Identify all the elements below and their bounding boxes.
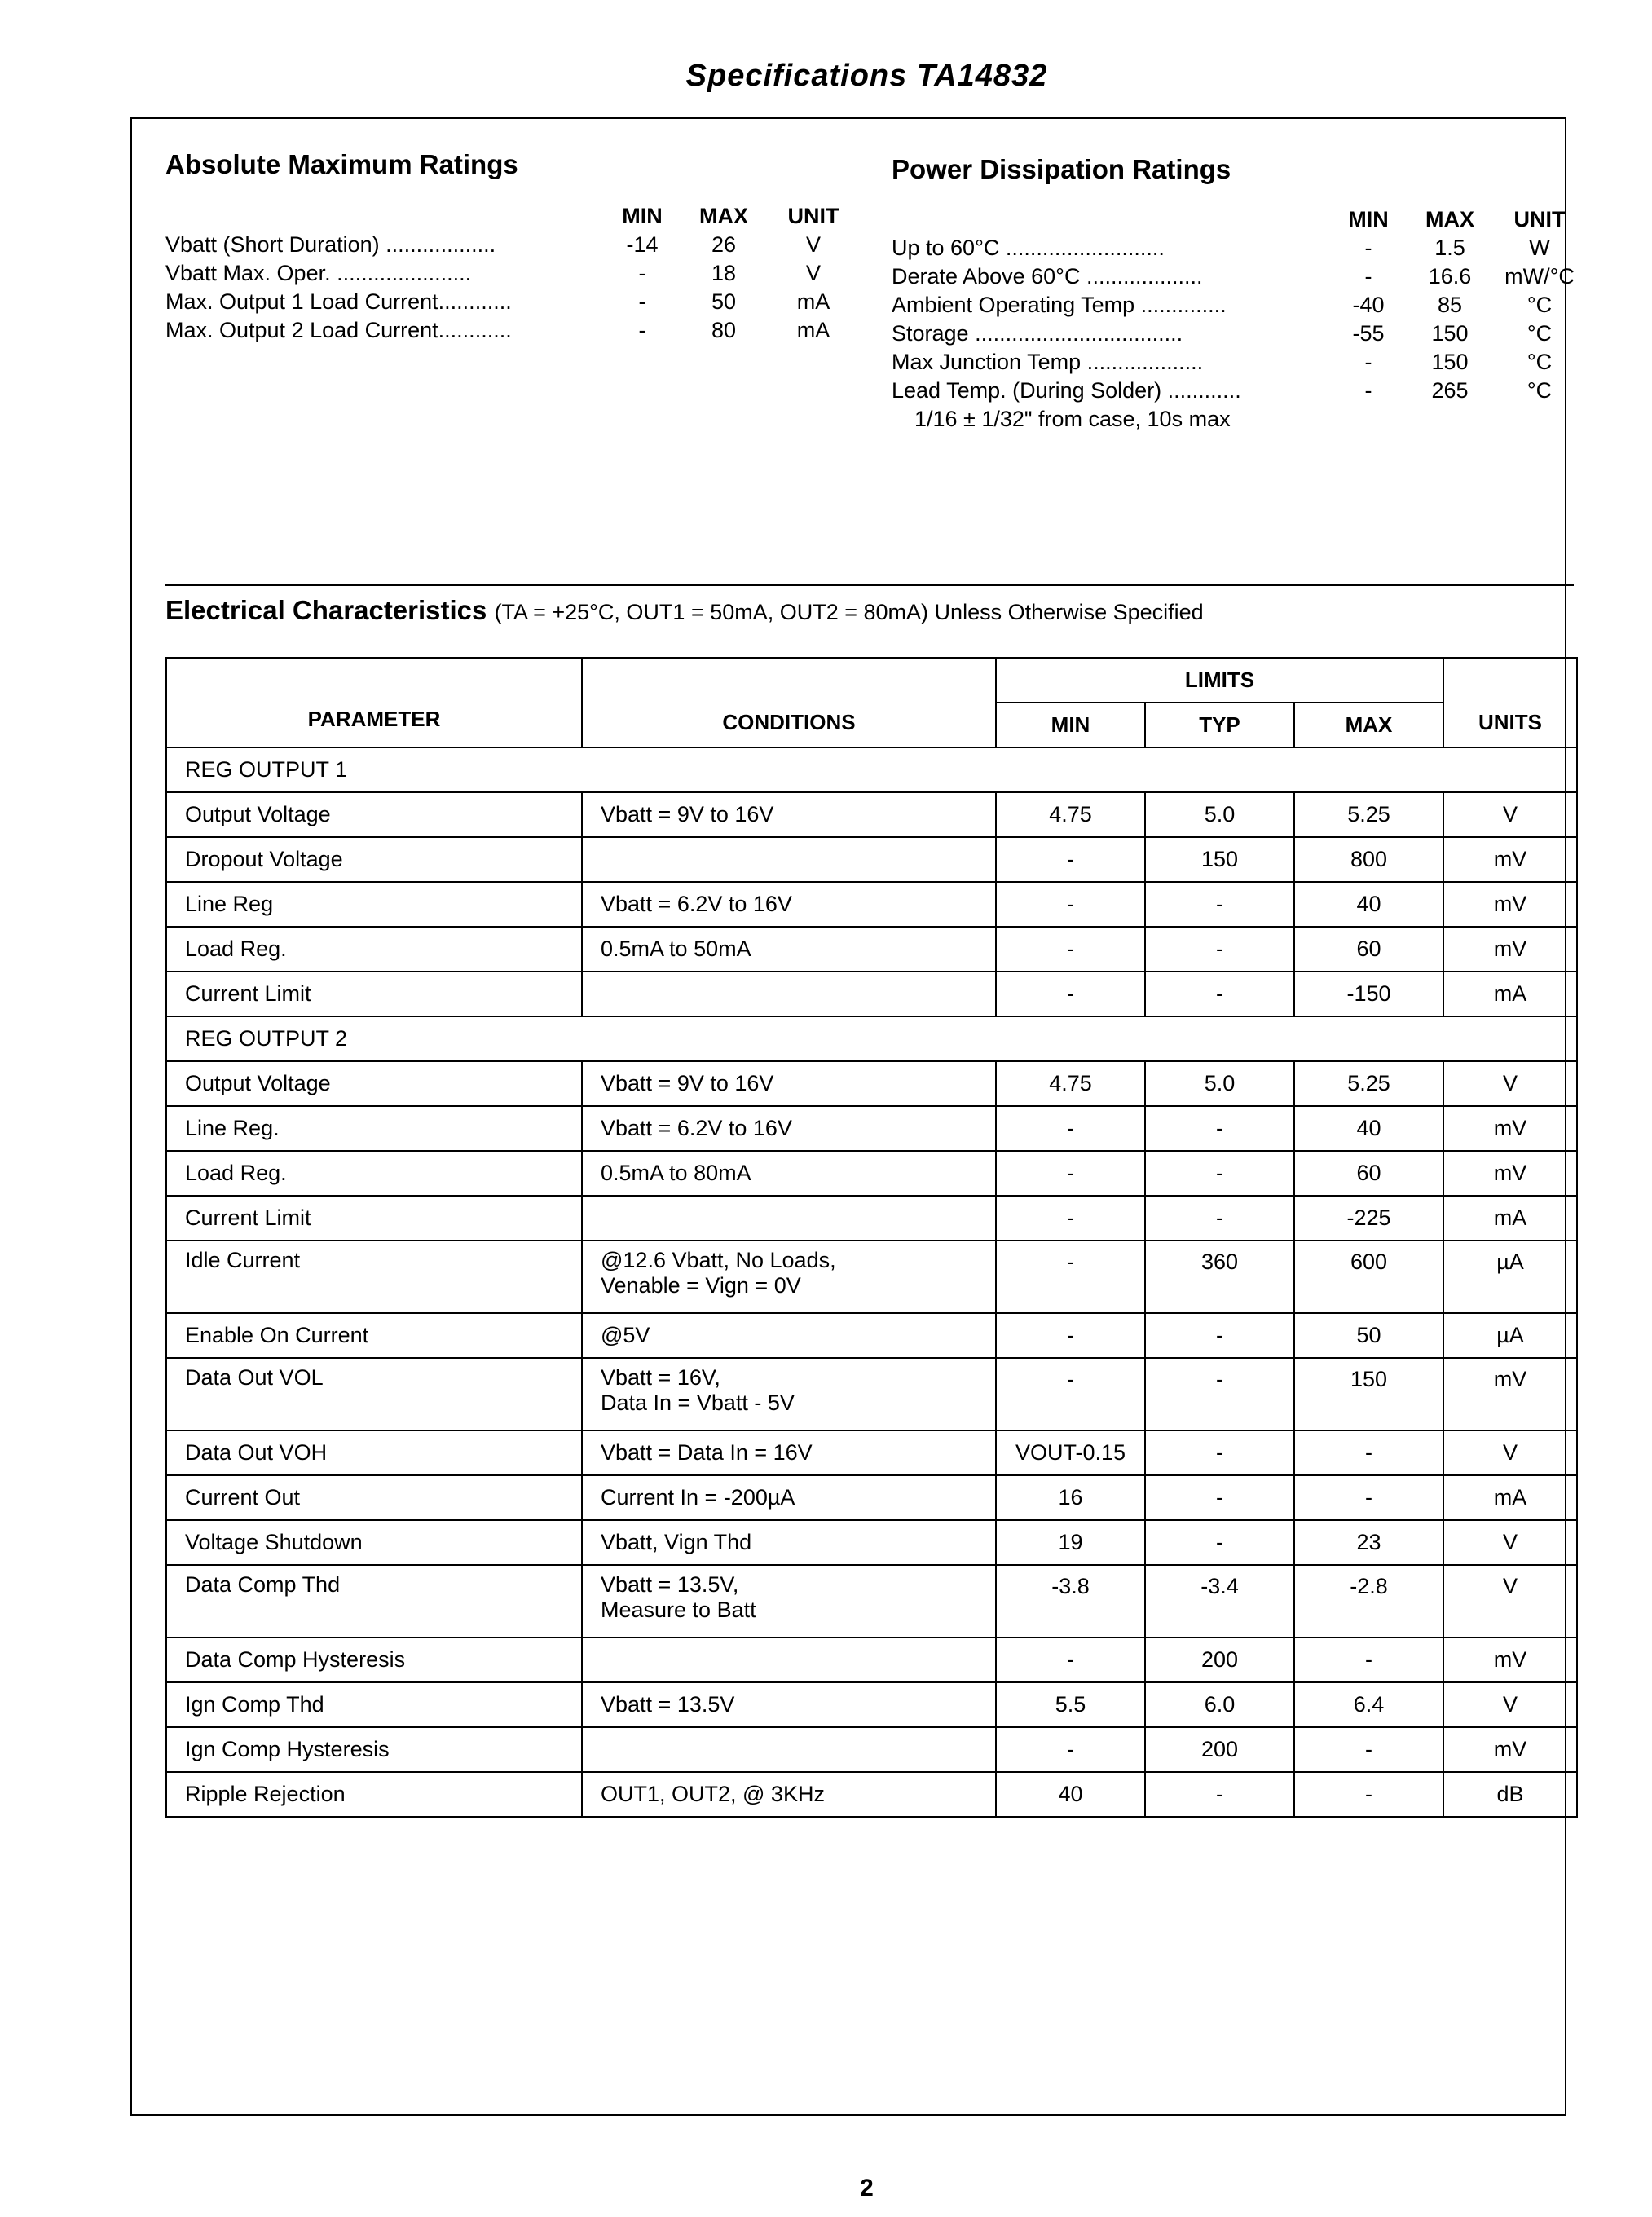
conditions-line-2: Data In = Vbatt - 5V <box>601 1391 795 1415</box>
units-cell: mV <box>1443 1358 1577 1430</box>
max-cell: -225 <box>1294 1196 1443 1241</box>
power-max: 85 <box>1437 293 1463 317</box>
col-limits: LIMITS <box>996 658 1443 703</box>
col-min: MIN <box>996 703 1145 747</box>
units-cell: mV <box>1443 1637 1577 1682</box>
electrical-subheading: (TA = +25°C, OUT1 = 50mA, OUT2 = 80mA) Unless Otherwise Specified <box>494 600 1204 624</box>
power-row <box>892 291 1576 320</box>
param-cell: Current Out <box>166 1475 582 1520</box>
power-label: Derate Above 60°C ................... <box>892 264 1203 289</box>
power-min: - <box>1364 236 1372 260</box>
table-row <box>166 1358 1577 1430</box>
typ-cell: - <box>1145 1313 1294 1358</box>
max-cell: 150 <box>1294 1358 1443 1430</box>
typ-cell: -3.4 <box>1145 1565 1294 1637</box>
max-cell: 600 <box>1294 1241 1443 1313</box>
abs_max-unit: mA <box>796 318 830 342</box>
table-row <box>166 1430 1577 1475</box>
abs_max-min: -14 <box>626 232 659 257</box>
units-cell: mA <box>1443 972 1577 1016</box>
conditions-cell <box>582 1358 996 1430</box>
power-unit: °C <box>1526 293 1553 317</box>
param-cell: Idle Current <box>166 1241 582 1313</box>
table-row <box>166 927 1577 972</box>
typ-cell: - <box>1145 1151 1294 1196</box>
min-cell: 5.5 <box>996 1682 1145 1727</box>
param-cell: Output Voltage <box>166 1061 582 1106</box>
abs_max-label: Max. Output 2 Load Current............ <box>165 318 512 342</box>
category-label: REG OUTPUT 1 <box>166 747 1577 792</box>
power-row <box>892 262 1576 291</box>
units-cell: mV <box>1443 1106 1577 1151</box>
min-cell: - <box>996 1241 1145 1313</box>
min-cell: 16 <box>996 1475 1145 1520</box>
conditions-line-2: Venable = Vign = 0V <box>601 1273 801 1298</box>
table-row <box>166 1727 1577 1772</box>
table-row <box>166 1241 1577 1313</box>
power-min: - <box>1364 264 1372 289</box>
conditions-line: Vbatt = 16V, <box>601 1365 720 1390</box>
max-cell: - <box>1294 1637 1443 1682</box>
units-cell: V <box>1443 1430 1577 1475</box>
power-table <box>892 205 1576 434</box>
min-cell: - <box>996 837 1145 882</box>
conditions-cell <box>582 1475 996 1520</box>
abs_max-max: 26 <box>711 232 737 257</box>
electrical-table <box>165 657 1578 1818</box>
conditions-line-2: Measure to Batt <box>601 1598 756 1622</box>
abs_max-label: Vbatt (Short Duration) .................. <box>165 232 496 257</box>
min-cell: - <box>996 882 1145 927</box>
typ-cell: - <box>1145 1520 1294 1565</box>
conditions-cell <box>582 1727 996 1772</box>
conditions-cell <box>582 837 996 882</box>
conditions-line: Vbatt = 9V to 16V <box>601 1071 774 1095</box>
conditions-cell <box>582 1772 996 1817</box>
max-cell: -2.8 <box>1294 1565 1443 1637</box>
min-cell: - <box>996 972 1145 1016</box>
units-cell: mV <box>1443 837 1577 882</box>
min-cell: 4.75 <box>996 1061 1145 1106</box>
conditions-cell <box>582 1196 996 1241</box>
param-cell: Ign Comp Hysteresis <box>166 1727 582 1772</box>
max-cell: -150 <box>1294 972 1443 1016</box>
abs-max-col-unit: UNIT <box>787 204 839 228</box>
col-typ: TYP <box>1145 703 1294 747</box>
min-cell: - <box>996 1358 1145 1430</box>
conditions-line: 0.5mA to 50mA <box>601 937 751 961</box>
conditions-cell <box>582 792 996 837</box>
abs-max-col-min: MIN <box>622 204 663 228</box>
max-cell: 6.4 <box>1294 1682 1443 1727</box>
col-conditions: CONDITIONS <box>582 658 996 747</box>
conditions-line: Vbatt = 6.2V to 16V <box>601 892 792 916</box>
conditions-cell <box>582 1520 996 1565</box>
conditions-cell <box>582 1106 996 1151</box>
abs_max-row <box>165 288 850 316</box>
max-cell: 60 <box>1294 927 1443 972</box>
units-cell: V <box>1443 1061 1577 1106</box>
typ-cell: 5.0 <box>1145 792 1294 837</box>
conditions-cell <box>582 1151 996 1196</box>
typ-cell: 150 <box>1145 837 1294 882</box>
typ-cell: 360 <box>1145 1241 1294 1313</box>
max-cell: 5.25 <box>1294 1061 1443 1106</box>
min-cell: - <box>996 1637 1145 1682</box>
page-title: Specifications TA14832 <box>685 59 1048 93</box>
abs_max-max: 50 <box>711 289 737 314</box>
abs-max-heading: Absolute Maximum Ratings <box>165 149 518 179</box>
abs-max-col-max: MAX <box>699 204 748 228</box>
table-row <box>166 792 1577 837</box>
units-cell: V <box>1443 1682 1577 1727</box>
conditions-line: OUT1, OUT2, @ 3KHz <box>601 1782 825 1806</box>
power-unit: mW/°C <box>1504 264 1575 289</box>
units-cell: µA <box>1443 1241 1577 1313</box>
table-row <box>166 1682 1577 1727</box>
max-cell: 5.25 <box>1294 792 1443 837</box>
param-cell: Load Reg. <box>166 1151 582 1196</box>
abs_max-min: - <box>638 261 646 285</box>
conditions-cell <box>582 1682 996 1727</box>
typ-cell: - <box>1145 1106 1294 1151</box>
power-label: Max Junction Temp ................... <box>892 350 1204 374</box>
param-cell: Dropout Voltage <box>166 837 582 882</box>
max-cell: 800 <box>1294 837 1443 882</box>
table-row <box>166 1475 1577 1520</box>
min-cell: - <box>996 1196 1145 1241</box>
power-row <box>892 377 1576 405</box>
param-cell: Ign Comp Thd <box>166 1682 582 1727</box>
conditions-line: Vbatt = 13.5V, <box>601 1572 739 1597</box>
power-col-min: MIN <box>1348 207 1389 231</box>
max-cell: 50 <box>1294 1313 1443 1358</box>
abs_max-row <box>165 231 850 259</box>
typ-cell: - <box>1145 1475 1294 1520</box>
typ-cell: - <box>1145 1358 1294 1430</box>
table-row <box>166 1313 1577 1358</box>
units-cell: dB <box>1443 1772 1577 1817</box>
col-units: UNITS <box>1443 658 1577 747</box>
param-cell: Output Voltage <box>166 792 582 837</box>
units-cell: V <box>1443 1520 1577 1565</box>
section-divider <box>165 584 1574 586</box>
col-max: MAX <box>1294 703 1443 747</box>
max-cell: 60 <box>1294 1151 1443 1196</box>
table-row <box>166 837 1577 882</box>
abs_max-min: - <box>638 289 646 314</box>
param-cell: Data Comp Thd <box>166 1565 582 1637</box>
param-cell: Line Reg. <box>166 1106 582 1151</box>
conditions-cell <box>582 1313 996 1358</box>
power-note: 1/16 ± 1/32" from case, 10s max <box>914 407 1231 431</box>
typ-cell: 200 <box>1145 1637 1294 1682</box>
conditions-line: @12.6 Vbatt, No Loads, <box>601 1248 836 1272</box>
max-cell: 23 <box>1294 1520 1443 1565</box>
table-row <box>166 1637 1577 1682</box>
units-cell: mA <box>1443 1475 1577 1520</box>
typ-cell: 5.0 <box>1145 1061 1294 1106</box>
param-cell: Data Comp Hysteresis <box>166 1637 582 1682</box>
conditions-cell <box>582 1430 996 1475</box>
table-row <box>166 882 1577 927</box>
max-cell: - <box>1294 1430 1443 1475</box>
col-parameter: PARAMETER <box>166 658 582 747</box>
units-cell: mV <box>1443 927 1577 972</box>
abs_max-label: Vbatt Max. Oper. ...................... <box>165 261 472 285</box>
power-label: Storage .................................. <box>892 321 1183 346</box>
abs_max-row <box>165 316 850 345</box>
max-cell: 40 <box>1294 1106 1443 1151</box>
min-cell: - <box>996 927 1145 972</box>
typ-cell: - <box>1145 882 1294 927</box>
abs_max-unit: V <box>805 261 821 285</box>
category-row <box>166 1016 1577 1061</box>
table-row <box>166 1106 1577 1151</box>
power-row <box>892 320 1576 348</box>
units-cell: mV <box>1443 1727 1577 1772</box>
power-unit: W <box>1529 236 1550 260</box>
power-label: Up to 60°C .......................... <box>892 236 1165 260</box>
min-cell: - <box>996 1106 1145 1151</box>
abs-max-header-row <box>165 202 850 231</box>
typ-cell: - <box>1145 1430 1294 1475</box>
conditions-cell <box>582 1061 996 1106</box>
param-cell: Line Reg <box>166 882 582 927</box>
param-cell: Data Out VOL <box>166 1358 582 1430</box>
param-cell: Load Reg. <box>166 927 582 972</box>
units-cell: µA <box>1443 1313 1577 1358</box>
abs_max-unit: V <box>805 232 821 257</box>
electrical-title: Electrical Characteristics <box>165 595 487 625</box>
max-cell: 40 <box>1294 882 1443 927</box>
power-unit: °C <box>1526 350 1553 374</box>
abs_max-min: - <box>638 318 646 342</box>
units-cell: mV <box>1443 1151 1577 1196</box>
table-row <box>166 1196 1577 1241</box>
category-row <box>166 747 1577 792</box>
conditions-line: 0.5mA to 80mA <box>601 1161 751 1185</box>
power-max: 1.5 <box>1434 236 1465 260</box>
min-cell: - <box>996 1313 1145 1358</box>
abs_max-unit: mA <box>796 289 830 314</box>
table-row <box>166 1061 1577 1106</box>
param-cell: Current Limit <box>166 972 582 1016</box>
abs_max-row <box>165 259 850 288</box>
min-cell: 19 <box>996 1520 1145 1565</box>
electrical-heading <box>165 595 1204 626</box>
power-max: 265 <box>1431 378 1469 403</box>
min-cell: 40 <box>996 1772 1145 1817</box>
abs_max-label: Max. Output 1 Load Current............ <box>165 289 512 314</box>
conditions-line: @5V <box>601 1323 650 1347</box>
min-cell: - <box>996 1727 1145 1772</box>
abs-max-table <box>165 202 850 345</box>
power-min: -55 <box>1352 321 1385 346</box>
min-cell: - <box>996 1151 1145 1196</box>
power-min: - <box>1364 350 1372 374</box>
conditions-line: Vbatt, Vign Thd <box>601 1530 752 1554</box>
typ-cell: - <box>1145 927 1294 972</box>
units-cell: V <box>1443 792 1577 837</box>
min-cell: 4.75 <box>996 792 1145 837</box>
conditions-line: Vbatt = 6.2V to 16V <box>601 1116 792 1140</box>
power-unit: °C <box>1526 321 1553 346</box>
table-row <box>166 1772 1577 1817</box>
conditions-line: Vbatt = 13.5V <box>601 1692 735 1717</box>
param-cell: Data Out VOH <box>166 1430 582 1475</box>
power-row <box>892 234 1576 262</box>
param-cell: Ripple Rejection <box>166 1772 582 1817</box>
max-cell: - <box>1294 1475 1443 1520</box>
power-row <box>892 348 1576 377</box>
typ-cell: 200 <box>1145 1727 1294 1772</box>
power-heading: Power Dissipation Ratings <box>892 154 1231 184</box>
power-max: 150 <box>1431 321 1469 346</box>
power-label: Ambient Operating Temp .............. <box>892 293 1227 317</box>
power-max: 16.6 <box>1428 264 1472 289</box>
power-max: 150 <box>1431 350 1469 374</box>
typ-cell: - <box>1145 1196 1294 1241</box>
table-row <box>166 972 1577 1016</box>
conditions-cell <box>582 1241 996 1313</box>
conditions-cell <box>582 1565 996 1637</box>
category-label: REG OUTPUT 2 <box>166 1016 1577 1061</box>
table-row <box>166 1565 1577 1637</box>
typ-cell: - <box>1145 1772 1294 1817</box>
abs_max-max: 18 <box>711 261 737 285</box>
units-cell: V <box>1443 1565 1577 1637</box>
power-label: Lead Temp. (During Solder) ............ <box>892 378 1241 403</box>
units-cell: mA <box>1443 1196 1577 1241</box>
conditions-cell <box>582 882 996 927</box>
power-min: - <box>1364 378 1372 403</box>
power-col-unit: UNIT <box>1513 207 1566 231</box>
conditions-cell <box>582 1637 996 1682</box>
power-col-max: MAX <box>1425 207 1474 231</box>
conditions-line: Vbatt = 9V to 16V <box>601 802 774 826</box>
page-number: 2 <box>860 2175 874 2202</box>
param-cell: Voltage Shutdown <box>166 1520 582 1565</box>
conditions-line: Vbatt = Data In = 16V <box>601 1440 813 1465</box>
conditions-cell <box>582 927 996 972</box>
min-cell: VOUT-0.15 <box>996 1430 1145 1475</box>
min-cell: -3.8 <box>996 1565 1145 1637</box>
typ-cell: 6.0 <box>1145 1682 1294 1727</box>
table-row <box>166 1151 1577 1196</box>
table-row <box>166 1520 1577 1565</box>
power-header-row <box>892 205 1576 234</box>
conditions-cell <box>582 972 996 1016</box>
power-min: -40 <box>1352 293 1385 317</box>
param-cell: Current Limit <box>166 1196 582 1241</box>
abs_max-max: 80 <box>711 318 737 342</box>
conditions-line: Current In = -200µA <box>601 1485 795 1510</box>
typ-cell: - <box>1145 972 1294 1016</box>
units-cell: mV <box>1443 882 1577 927</box>
max-cell: - <box>1294 1772 1443 1817</box>
power-unit: °C <box>1526 378 1553 403</box>
param-cell: Enable On Current <box>166 1313 582 1358</box>
max-cell: - <box>1294 1727 1443 1772</box>
